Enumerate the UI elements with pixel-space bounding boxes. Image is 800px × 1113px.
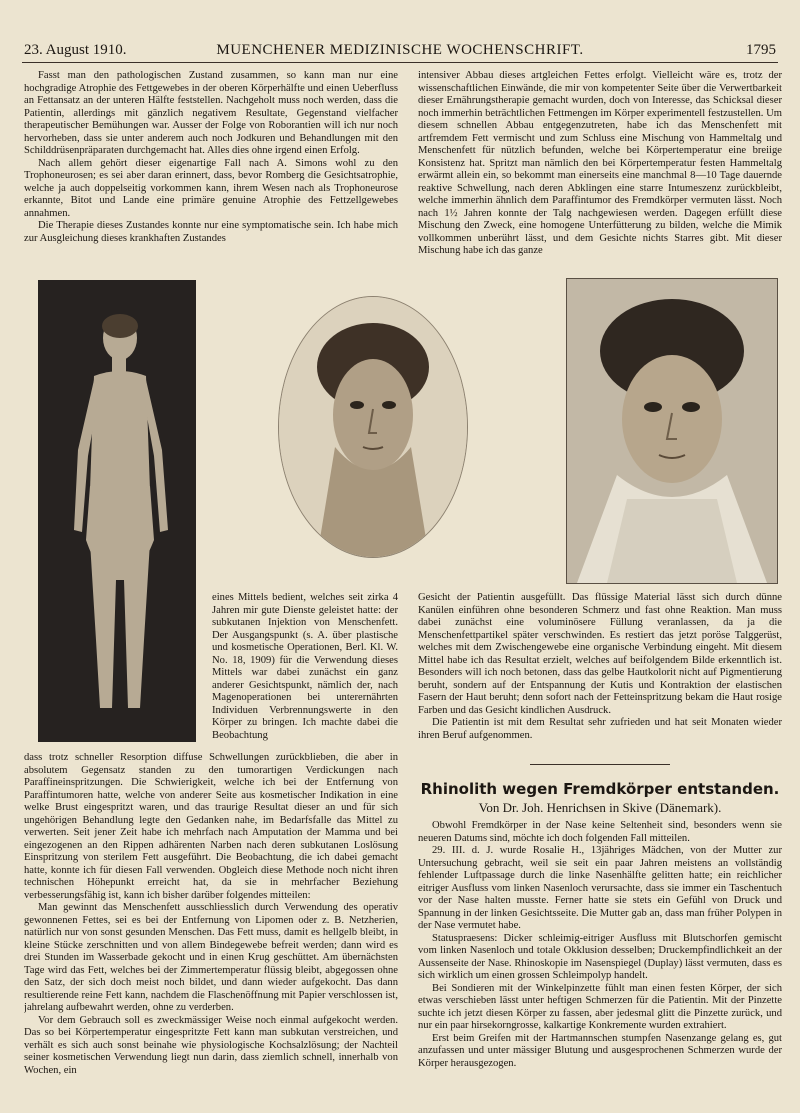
issue-date: 23. August 1910. xyxy=(24,42,127,58)
section-divider xyxy=(530,764,670,765)
photo-full-body xyxy=(38,280,196,742)
paragraph: Statuspraesens: Dicker schleimig-eitriger Ausfluss mit Blutschorfen gemischt vom linken Nasenloch und totale Okklusion desselben; Druckempfindlichkeit an der Aussenseite der Nase. Rhinoskopie im Nasenspiegel (Duplay) lässt vermuten, dass es sich wirklich um einen grossen Schleimpolyp handelt. xyxy=(418,932,782,981)
column-narrow xyxy=(212,592,398,752)
figure-face-atrophy xyxy=(279,297,467,557)
paragraph: Obwohl Fremdkörper in der Nase keine Seltenheit sind, besonders wenn sie neueren Datums sind, möchte ich doch folgenden Fall mitteilen. xyxy=(418,820,782,844)
column-right-mid xyxy=(418,592,782,758)
paragraph: Fasst man den pathologischen Zustand zusammen, so kann man nur eine hochgradige Atrophie des Fettgewebes in der oberen Körperhälfte und einen Ueberfluss an Fettansatz an der unteren Hälfte feststellen. Nachgeholt muss noch werden, dass die Patientin, allerdings mit gänzlich negativem Resultate, Gegenstand vielfacher therapeutischer Bemühungen war. Ausser der Folge von Roborantien will ich nur noch hervorheben, dass sie unter anderem auch noch Jodkuren und Behandlungen mit den Schilddrüsenpräparaten durchgemacht hat. Alles dies ohne irgend einen Erfolg. xyxy=(24,70,398,156)
column-right-top xyxy=(418,70,782,270)
figure-face-after-treatment xyxy=(567,279,777,583)
journal-title: MUENCHENER MEDIZINISCHE WOCHENSCHRIFT. xyxy=(216,42,584,58)
paragraph: Man gewinnt das Menschenfett ausschliesslich durch Verwendung des operativ gewonnenen Fettes, sei es bei der Entfernung von Lipomen oder z. B. Netzherien, natürlich nur von sonst gesunden Menschen. Das Fett muss, damit es hellgelb bleibt, in kleine Stücke zerschnitten und von allem Bindegewebe befreit werden; dann wird es drei Stunden im Wasserbade gekocht und in einen Krug geschüttet. Am übernächsten Tage wird das Fett, welches bei der Zimmertemperatur flüssig bleibt, abgegossen ohne den Satz, der sich doch meist noch bildet, und dann wieder aufgekocht. Das dann resultierende reine Fett kann, nachdem die Flaschenöffnung mit Papier verschlossen ist, jahrelang aufbewahrt werden, ohne zu verderben. xyxy=(24,902,398,1013)
paragraph: dass trotz schneller Resorption diffuse Schwellungen zurückblieben, die aber in absolutem Gegensatz standen zu den tumorartigen Verdickungen nach Paraffineinspritzungen. Die Schwierigkeit, welche ich bei der Entfernung von Paraffintumoren hatte, welche von anderer Seite aus kosmetischer Indikation in eine welke Brust eingespritzt waren, und das traurige Resultat dieser an und für sich ungehörigen Behandlung legte den Gedanken nahe, im Bedarfsfalle das Mittel zu verwerten. Seit jener Zeit habe ich mehrfach nach Amputation der Mamma und bei eingezogenen an den Rippen adhärenten Narben nach deren subkutanen Loslösung Einspritzung von sterilem Fett ausgeführt. Die Beobachtung, die ich dabei gemacht hatte, konnte ich für diesen Fall verwenden. Obgleich diese Methode noch nicht ihren technischen Höhepunkt erreicht hat, da sie in mehrfacher Beziehung verbesserungsfähig ist, kann ich bisher darüber folgendes mitteilen: xyxy=(24,752,398,901)
paragraph: Vor dem Gebrauch soll es zweckmässiger Weise noch einmal aufgekocht werden. Das so bei Körpertemperatur eingespritzte Fett kann man subkutan verstreichen, und verhält es sich auch sonst beinahe wie physiologische Kochsalzlösung; der Nachteil seiner kosmetischen Verwendung liegt nun darin, dass ziemlich schnell, innerhalb von Wochen, ein xyxy=(24,1014,398,1076)
paragraph: 29. III. d. J. wurde Rosalie H., 13jähriges Mädchen, von der Mutter zur Untersuchung gebracht, weil sie seit ein paar Jahren meistens an vollständig fehlender Luftpassage durch die linke Nasenhälfte gelitten hatte; ein reichlicher eitriger Ausfluss vom linken Nasenloch verursachte, dass sie immer ein Taschentuch vor der Nase halten musste. Ferner hatte sie stets ein Gefühl von Druck und Spannung in der linken Gesichtsseite. Die Mutter gab an, dass man früher Polypen in der Nase vermutet habe. xyxy=(418,845,782,931)
column-right-bottom xyxy=(418,820,782,1102)
paragraph: Die Therapie dieses Zustandes konnte nur eine symptomatische sein. Ich habe mich zur Ausgleichung dieses krankhaften Zustandes xyxy=(24,220,398,244)
column-left-top xyxy=(24,70,398,278)
paragraph: Die Patientin ist mit dem Resultat sehr zufrieden und hat seit Monaten wieder ihren Beruf aufgenommen. xyxy=(418,717,782,741)
photo-portrait-before xyxy=(278,296,468,558)
column-left-bottom xyxy=(24,752,398,1100)
paragraph: Gesicht der Patientin ausgefüllt. Das flüssige Material lässt sich durch dünne Kanülen einführen ohne besonderen Schmerz und fast ohne Reaktion. Man muss dabei zunächst eine voluminösere Füllung veranlassen, da ja die Menschenfettpartikel später verschwinden. Es restiert das jetzt poröse Talggerüst, welches mit dem Zwischengewebe eine organische Verbindung eingeht. Mit diesem Mittel habe ich das Resultat erzielt, welches auf beifolgendem Bilde erkenntlich ist. Besonders will ich noch betonen, dass das gelbe Hautkolorit nicht auf Pigmentierung beruht, sondern auf der Entspannung der Kutis und Kontraktion der elastischen Fasern der Haut beruht; denn sofort nach der Fetteinspritzung bekam die Haut rosige Farben und das Gesicht kindlichen Ausdruck. xyxy=(418,592,782,716)
photo-portrait-after xyxy=(566,278,778,584)
paragraph: Erst beim Greifen mit der Hartmannschen stumpfen Nasenzange gelang es, gut anzufassen und unter mässiger Blutung und ausgesprochenen Schmerzen wurde der Körper herausgezogen. xyxy=(418,1032,782,1069)
paragraph: Nach allem gehört dieser eigenartige Fall nach A. Simons wohl zu den Trophoneurosen; es sei aber daran erinnert, dass, bevor Romberg die Gesichtsatrophie, welche ja auch doppelseitig vorkommen kann, ihrem Wesen nach als Trophoneurose erkannte, Bitot und Lande eine primäre genuine Atrophie des Fettzellgewebes annahmen. xyxy=(24,157,398,219)
paragraph: intensiver Abbau dieses artgleichen Fettes erfolgt. Vielleicht wäre es, trotz der wissenschaftlichen Einwände, die mir von kompetenter Seite über die Verwertbarkeit dieser Ernährungstherapie gemacht wurden, doch von Interesse, das Schicksal dieser noch immerhin beträchtlichen Fettmengen im Körper experimentell festzustellen. Um diesem schnellen Abbau entgegenzutreten, habe ich das Menschenfett mit artfremdem Fett vermischt und zum Schluss eine Mischung von Hammeltalg und Menschenfett für nützlich befunden, welche bei Körpertemperatur eine breiige Konsistenz hat. Spritzt man nämlich den bei Körpertemperatur festen Hammeltalg erwärmt allein ein, so bekommt man einerseits eine manchmal 8—10 Tage dauernde reaktive Schwellung, nach deren Abklingen eine starre Intumeszenz zurückbleibt, welche immerhin ähnlich dem Paraffintumor des Fremdkörper vermuten lässt. Noch nach 1½ Jahren konnte der Talg nachgewiesen werden. Dagegen erfüllt diese Mischung den Zweck, eine homogene Unterfütterung zu bilden, welche die Mimik vollkommen unberührt lässt, und dem Gesichte nichts Starres gibt. Mit dieser Mischung habe ich das ganze xyxy=(418,70,782,256)
page-number: 1795 xyxy=(746,42,776,58)
header-rule xyxy=(22,62,778,63)
article-byline: Von Dr. Joh. Henrichsen in Skive (Dänemark). xyxy=(478,800,722,815)
page-header xyxy=(24,38,776,62)
paragraph: eines Mittels bedient, welches seit zirka 4 Jahren mir gute Dienste geleistet hatte: der subkutanen Injektion von Menschenfett. Der Ausgangspunkt (s. A. über plastische und kosmetische Operationen, Berl. Kl. W. No. 18, 1909) für die Verwendung dieses Mittels war dabei zunächst ein ganz anderer Gesichtspunkt, nämlich der, nach Magenoperationen bei unterernährten Individuen Verbrennungswerte in den Körper zu bringen. Ich machte dabei die Beobachtung xyxy=(212,592,398,741)
figure-standing-patient xyxy=(38,280,196,742)
paragraph: Bei Sondieren mit der Winkelpinzette fühlt man einen festen Körper, der sich etwas verschieben lässt unter heftigen Schmerzen für die Patientin. Mit der Pinzette suchte ich jetzt diesen Körper zu fassen, aber jedesmal glitt die Pinzette zurück, und nur ein paar hirsekorngrosse, kalkartige Konkremente wurden extrahiert. xyxy=(418,982,782,1031)
article-title: Rhinolith wegen Fremdkörper entstanden. xyxy=(420,780,780,798)
